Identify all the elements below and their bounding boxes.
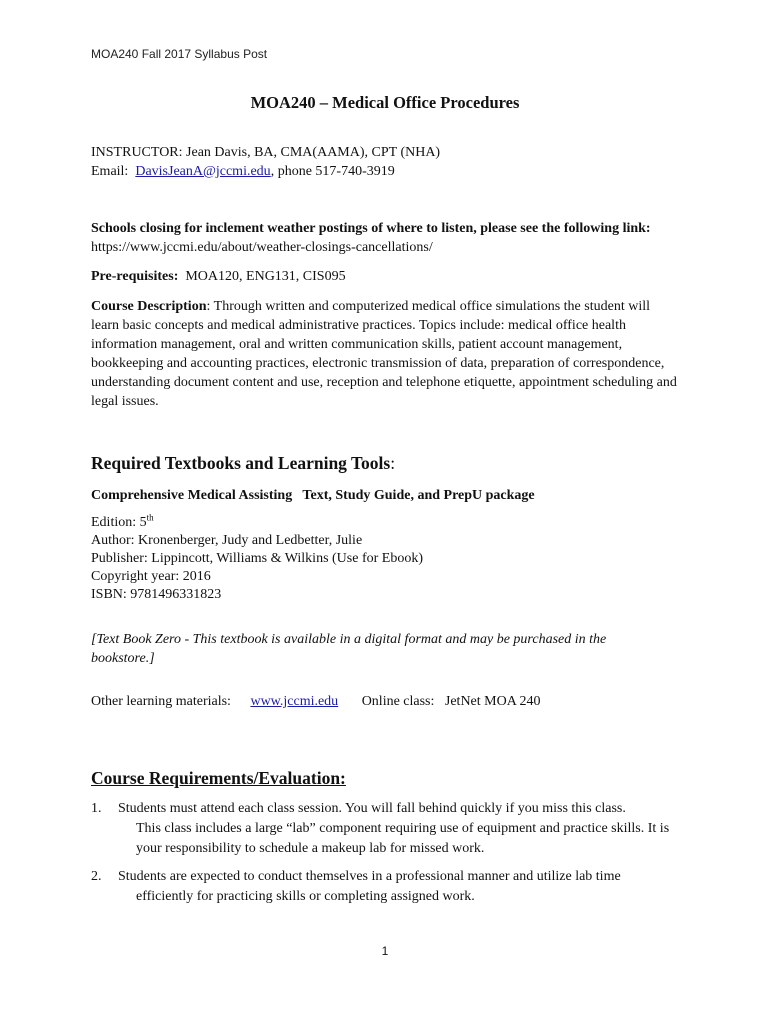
edition-line	[91, 514, 691, 532]
textbook-note: [Text Book Zero - This textbook is available in a digital format and may be purchased in the bookstore.]	[91, 632, 607, 666]
list-item	[91, 799, 691, 859]
list-item-continuation: This class includes a large “lab” component requiring use of equipment and practice skills. It is your responsibility to schedule a makeup lab for missed work.	[136, 821, 670, 856]
weather-url[interactable]: https://www.jccmi.edu/about/weather-closings-cancellations/	[91, 240, 433, 255]
online-class-text: Online class: JetNet MOA 240	[361, 694, 541, 709]
edition-text: Edition: 5	[91, 515, 147, 530]
contact-line	[91, 162, 691, 181]
course-description	[91, 297, 681, 411]
author-line: Author: Kronenberger, Judy and Ledbetter, Julie	[91, 533, 363, 548]
email-link[interactable]: DavisJeanA@jccmi.edu	[135, 164, 271, 179]
running-header: MOA240 Fall 2017 Syllabus Post	[91, 47, 268, 61]
textbooks-heading	[91, 453, 395, 474]
other-materials	[91, 692, 691, 711]
list-item-first-line: Students are expected to conduct themselves in a professional manner and utilize lab time	[118, 869, 621, 884]
prerequisites	[91, 267, 691, 286]
instructor-line: INSTRUCTOR: Jean Davis, BA, CMA(AAMA), CPT (NHA)	[91, 145, 441, 160]
prerequisites-value: MOA120, ENG131, CIS095	[178, 269, 346, 284]
course-description-text: : Through written and computerized medical office simulations the student will learn basic concepts and medical administrative practices. Topics include: medical office health information management, oral and written communication skills, patient account management, bookkeeping and accounting practices, electronic transmission of data, preparation of correspondence, understanding document content and use, reception and telephone etiquette, appointment scheduling and legal issues.	[91, 299, 677, 409]
other-materials-label: Other learning materials:	[91, 694, 231, 709]
prerequisites-label: Pre-requisites:	[91, 269, 179, 284]
list-number: 1.	[91, 801, 102, 816]
textbook-package-title: Comprehensive Medical Assisting Text, Study Guide, and PrepU package	[91, 488, 535, 503]
textbook-details	[91, 514, 691, 604]
phone-text: , phone 517-740-3919	[270, 164, 395, 179]
list-item-continuation: efficiently for practicing skills or completing assigned work.	[136, 889, 475, 904]
edition-superscript: th	[146, 512, 154, 523]
list-number: 2.	[91, 869, 102, 884]
textbooks-heading-text: Required Textbooks and Learning Tools	[91, 453, 391, 473]
isbn-line: ISBN: 9781496331823	[91, 587, 222, 602]
weather-notice	[91, 219, 691, 257]
course-description-label: Course Description	[91, 299, 207, 314]
weather-notice-text: Schools closing for inclement weather postings of where to listen, please see the following link:	[91, 221, 651, 236]
textbook-package	[91, 486, 691, 505]
page-number: 1	[381, 944, 389, 958]
list-item-text	[118, 799, 691, 859]
instructor-block	[91, 143, 691, 181]
publisher-line: Publisher: Lippincott, Williams & Wilkins (Use for Ebook)	[91, 551, 423, 566]
requirements-heading: Course Requirements/Evaluation:	[91, 768, 346, 788]
jccmi-link[interactable]: www.jccmi.edu	[250, 694, 339, 709]
list-item-first-line: Students must attend each class session. You will fall behind quickly if you miss this class.	[118, 801, 626, 816]
textbooks-heading-colon: :	[390, 453, 396, 473]
list-item-text	[118, 867, 691, 907]
page-title: MOA240 – Medical Office Procedures	[250, 93, 520, 112]
copyright-line: Copyright year: 2016	[91, 569, 211, 584]
list-item	[91, 867, 691, 907]
email-label: Email:	[91, 164, 136, 179]
